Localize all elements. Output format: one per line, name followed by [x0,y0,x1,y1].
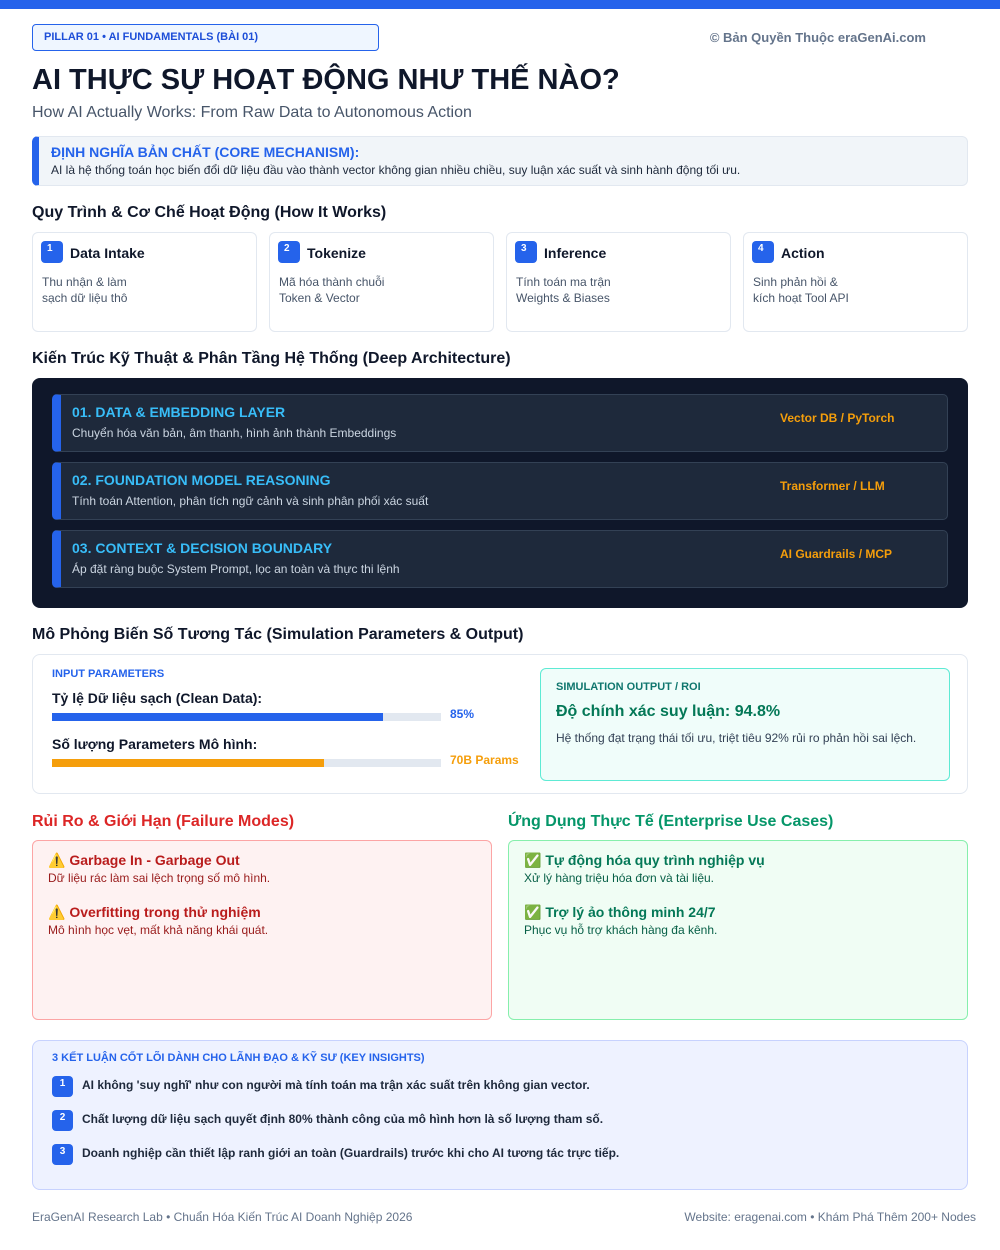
page-title: AI THỰC SỰ HOẠT ĐỘNG NHƯ THẾ NÀO? [32,64,620,96]
insight-number: 1 [52,1076,73,1097]
step-number: 1 [41,241,63,263]
param-value-model-params: 70B Params [450,753,519,767]
step-number: 3 [515,241,537,263]
insight-number: 3 [52,1144,73,1165]
progress-track-model-params [52,759,441,767]
definition-box [32,136,968,186]
insight-number: 2 [52,1110,73,1131]
risk-title-text: Garbage In - Garbage Out [69,852,240,868]
param-label-model-params: Số lượng Parameters Mô hình: [52,736,258,752]
step-number: 4 [752,241,774,263]
use-cases-title: Ứng Dụng Thực Tế (Enterprise Use Cases) [508,813,834,830]
layer-description: Áp đặt ràng buộc System Prompt, lọc an toàn và thực thi lệnh [72,562,400,576]
use-case-item-title [524,904,716,921]
use-case-title-text: Tự động hóa quy trình nghiệp vụ [545,852,765,868]
how-it-works-title: Quy Trình & Cơ Chế Hoạt Động (How It Works) [32,204,387,221]
step-description [42,274,242,306]
risk-item-title [48,852,240,869]
risk-item-desc: Mô hình học vẹt, mất khả năng khái quát. [48,923,269,937]
step-title: Tokenize [307,245,366,261]
use-case-item-title [524,852,765,869]
risk-item-desc: Dữ liệu rác làm sai lệch trọng số mô hình. [48,871,271,885]
step-card-tokenize [269,232,494,332]
step-desc-line: Token & Vector [279,291,360,305]
layer-description: Tính toán Attention, phân tích ngữ cảnh và sinh phân phối xác suất [72,494,429,508]
risk-title-text: Overfitting trong thử nghiệm [69,904,261,920]
key-insights-label: 3 KẾT LUẬN CỐT LÕI DÀNH CHO LÃNH ĐẠO & KỸ SƯ (KEY INSIGHTS) [52,1052,425,1064]
step-card-data-intake [32,232,257,332]
output-headline: Độ chính xác suy luận: 94.8% [556,703,781,720]
layer-context-decision [52,530,948,588]
insight-text: AI không 'suy nghĩ' như con người mà tính toán ma trận xác suất trên không gian vector. [82,1078,590,1092]
layer-foundation-model [52,462,948,520]
step-card-action [743,232,968,332]
output-label: SIMULATION OUTPUT / ROI [556,681,701,693]
check-icon: ✅ [524,852,542,868]
step-desc-line: sạch dữ liệu thô [42,291,128,305]
footer-right-text: Website: eragenai.com • Khám Phá Thêm 200+ Nodes [684,1210,976,1224]
footer-left-text: EraGenAI Research Lab • Chuẩn Hóa Kiến Trúc AI Doanh Nghiệp 2026 [32,1210,413,1224]
step-description [516,274,716,306]
input-parameters-label: INPUT PARAMETERS [52,668,165,680]
warning-icon: ⚠️ [48,852,66,868]
layer-tech-tag: AI Guardrails / MCP [780,547,893,561]
layer-description: Chuyển hóa văn bản, âm thanh, hình ảnh thành Embeddings [72,426,397,440]
layer-title: 03. CONTEXT & DECISION BOUNDARY [72,540,333,556]
use-case-title-text: Trợ lý ảo thông minh 24/7 [545,904,716,920]
step-title: Data Intake [70,245,145,261]
key-insights-box [32,1040,968,1190]
step-title: Action [781,245,825,261]
top-accent-bar [0,0,1000,9]
insight-text: Doanh nghiệp cần thiết lập ranh giới an toàn (Guardrails) trước khi cho AI tương tác trực tiếp. [82,1146,620,1160]
step-desc-line: Thu nhận & làm [42,275,127,289]
copyright-notice: © Bản Quyền Thuộc eraGenAi.com [709,30,926,45]
simulation-output-box [540,668,950,781]
step-desc-line: Sinh phản hồi & [753,275,838,289]
risk-item-title [48,904,261,921]
use-case-item-desc: Phục vụ hỗ trợ khách hàng đa kênh. [524,923,718,937]
layer-data-embedding [52,394,948,452]
layer-title: 02. FOUNDATION MODEL REASONING [72,472,331,488]
definition-title: ĐỊNH NGHĨA BẢN CHẤT (CORE MECHANISM): [51,144,360,160]
step-desc-line: kích hoạt Tool API [753,291,849,305]
progress-fill-clean-data [52,713,383,721]
use-cases-box [508,840,968,1020]
step-card-inference [506,232,731,332]
step-description [279,274,479,306]
warning-icon: ⚠️ [48,904,66,920]
check-icon: ✅ [524,904,542,920]
layer-tech-tag: Transformer / LLM [780,479,885,493]
risks-title: Rủi Ro & Giới Hạn (Failure Modes) [32,813,295,830]
step-title: Inference [544,245,607,261]
insight-text: Chất lượng dữ liệu sạch quyết định 80% thành công của mô hình hơn là số lượng tham số. [82,1112,604,1126]
pillar-badge: PILLAR 01 • AI FUNDAMENTALS (BÀI 01) [32,24,379,51]
architecture-panel [32,378,968,608]
step-desc-line: Mã hóa thành chuỗi [279,275,385,289]
page-subtitle: How AI Actually Works: From Raw Data to Autonomous Action [32,104,472,121]
progress-fill-model-params [52,759,324,767]
step-desc-line: Weights & Biases [516,291,610,305]
layer-title: 01. DATA & EMBEDDING LAYER [72,404,286,420]
risks-box [32,840,492,1020]
simulation-panel [32,654,968,794]
definition-text: AI là hệ thống toán học biến đổi dữ liệu đầu vào thành vector không gian nhiều chiều, suy luận xác suất và sinh hành động tối ưu. [51,163,741,177]
progress-track-clean-data [52,713,441,721]
step-description [753,274,953,306]
simulation-title: Mô Phỏng Biến Số Tương Tác (Simulation Parameters & Output) [32,626,524,643]
output-description: Hệ thống đạt trạng thái tối ưu, triệt tiêu 92% rủi ro phản hồi sai lệch. [556,731,917,745]
param-label-clean-data: Tỷ lệ Dữ liệu sạch (Clean Data): [52,690,263,706]
architecture-title: Kiến Trúc Kỹ Thuật & Phân Tầng Hệ Thống (Deep Architecture) [32,350,511,367]
use-case-item-desc: Xử lý hàng triệu hóa đơn và tài liệu. [524,871,715,885]
param-value-clean-data: 85% [450,707,475,721]
layer-tech-tag: Vector DB / PyTorch [780,411,895,425]
step-desc-line: Tính toán ma trận [516,275,611,289]
step-number: 2 [278,241,300,263]
